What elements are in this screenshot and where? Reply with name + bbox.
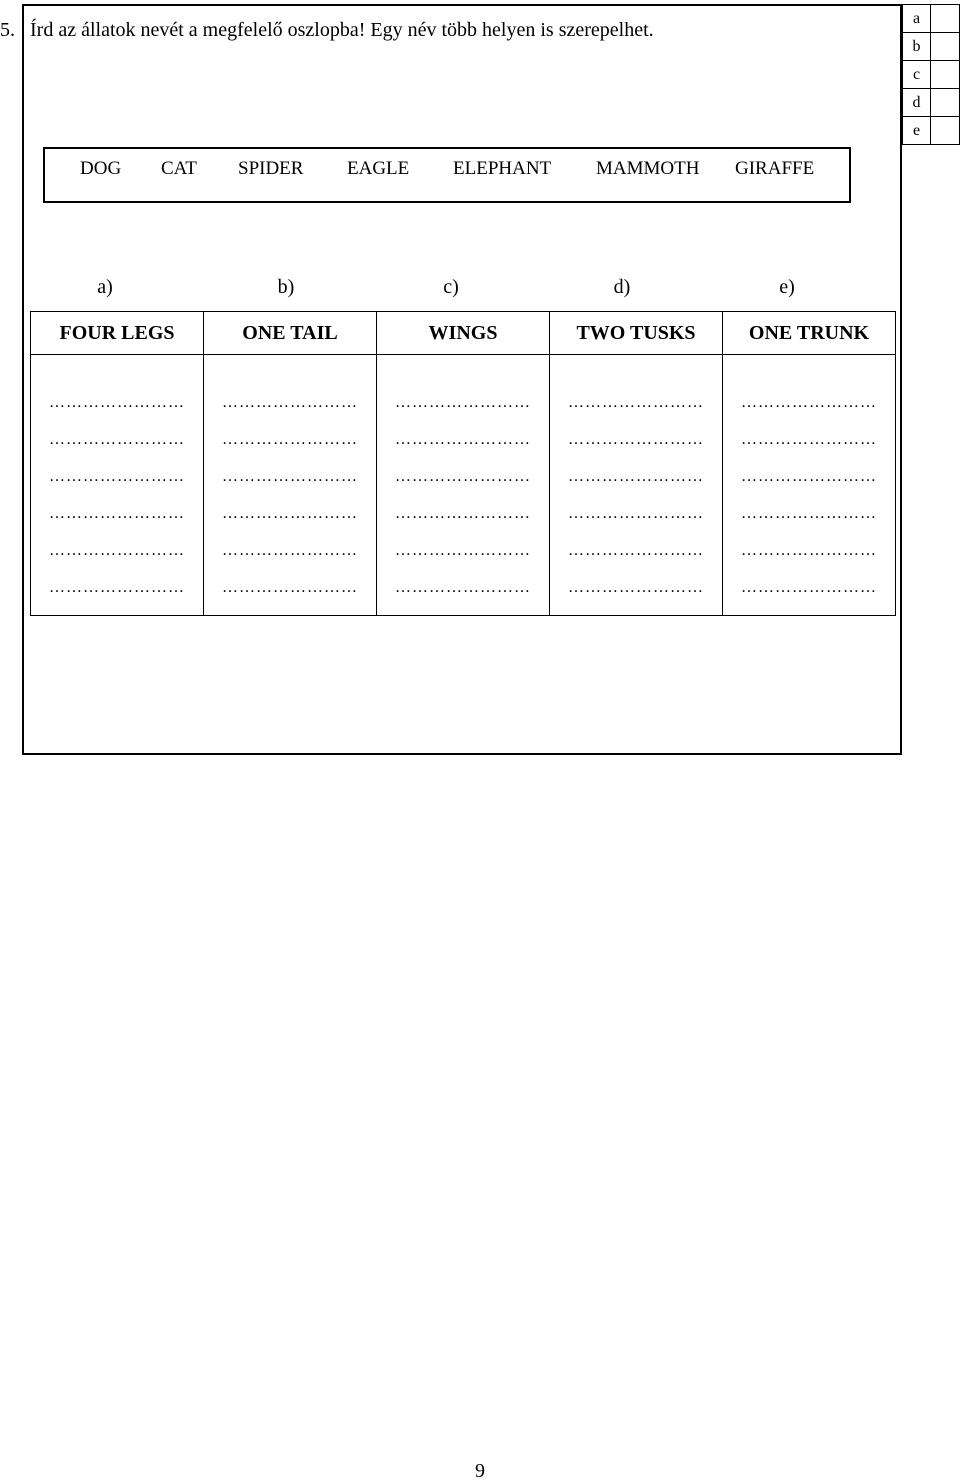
task-number: 5.: [0, 19, 15, 41]
answer-line[interactable]: ……………………: [741, 505, 877, 522]
score-box: [902, 4, 960, 145]
answer-column-one-tail[interactable]: [204, 355, 377, 616]
answer-line[interactable]: ……………………: [395, 468, 531, 485]
answer-line[interactable]: ……………………: [741, 468, 877, 485]
score-label: e: [903, 117, 931, 145]
answer-line[interactable]: ……………………: [741, 542, 877, 559]
answer-line[interactable]: ……………………: [222, 505, 358, 522]
word-mammoth: MAMMOTH: [596, 158, 700, 179]
word-bank: [43, 147, 851, 203]
column-letters: [30, 276, 896, 306]
header-one-trunk: ONE TRUNK: [723, 312, 896, 355]
answer-line[interactable]: ……………………: [222, 579, 358, 596]
score-cell[interactable]: [931, 117, 960, 145]
column-letter-b: b): [277, 276, 295, 298]
word-elephant: ELEPHANT: [453, 158, 552, 179]
answer-line[interactable]: ……………………: [222, 394, 358, 411]
answer-line[interactable]: ……………………: [395, 579, 531, 596]
score-label: d: [903, 89, 931, 117]
answer-line[interactable]: ……………………: [222, 431, 358, 448]
answer-line[interactable]: ……………………: [741, 579, 877, 596]
answer-line[interactable]: ……………………: [49, 394, 185, 411]
answer-column-wings[interactable]: [377, 355, 550, 616]
score-label: b: [903, 33, 931, 61]
answer-line[interactable]: ……………………: [49, 468, 185, 485]
answer-line[interactable]: ……………………: [49, 579, 185, 596]
answer-line[interactable]: ……………………: [568, 579, 704, 596]
score-cell[interactable]: [931, 33, 960, 61]
answer-line[interactable]: ……………………: [568, 431, 704, 448]
word-cat: CAT: [161, 158, 197, 179]
answer-line[interactable]: ……………………: [395, 542, 531, 559]
score-cell[interactable]: [931, 5, 960, 33]
instruction: Írd az állatok nevét a megfelelő oszlopba! Egy név több helyen is szerepelhet.: [30, 19, 654, 41]
column-letter-e: e): [779, 276, 795, 298]
answer-line[interactable]: ……………………: [49, 542, 185, 559]
header-four-legs: FOUR LEGS: [31, 312, 204, 355]
header-one-tail: ONE TAIL: [204, 312, 377, 355]
header-two-tusks: TWO TUSKS: [550, 312, 723, 355]
word-dog: DOG: [80, 158, 122, 179]
word-spider: SPIDER: [238, 158, 304, 179]
answer-line[interactable]: ……………………: [395, 505, 531, 522]
header-wings: WINGS: [377, 312, 550, 355]
score-cell[interactable]: [931, 89, 960, 117]
answer-table: [30, 311, 896, 616]
answer-column-four-legs[interactable]: [31, 355, 204, 616]
answer-line[interactable]: ……………………: [568, 505, 704, 522]
answer-line[interactable]: ……………………: [49, 505, 185, 522]
column-letter-a: a): [97, 276, 113, 298]
answer-line[interactable]: ……………………: [568, 394, 704, 411]
answer-column-one-trunk[interactable]: [723, 355, 896, 616]
answer-line[interactable]: ……………………: [568, 542, 704, 559]
answer-line[interactable]: ……………………: [222, 468, 358, 485]
column-letter-c: c): [443, 276, 459, 298]
answer-line[interactable]: ……………………: [222, 542, 358, 559]
score-cell[interactable]: [931, 61, 960, 89]
score-label: c: [903, 61, 931, 89]
answer-line[interactable]: ……………………: [49, 431, 185, 448]
answer-line[interactable]: ……………………: [741, 394, 877, 411]
page-number: 9: [475, 1460, 485, 1482]
column-letter-d: d): [613, 276, 631, 298]
answer-line[interactable]: ……………………: [395, 431, 531, 448]
word-giraffe: GIRAFFE: [735, 158, 815, 179]
answer-line[interactable]: ……………………: [395, 394, 531, 411]
answer-line[interactable]: ……………………: [741, 431, 877, 448]
answer-line[interactable]: ……………………: [568, 468, 704, 485]
answer-column-two-tusks[interactable]: [550, 355, 723, 616]
score-label: a: [903, 5, 931, 33]
word-eagle: EAGLE: [347, 158, 410, 179]
